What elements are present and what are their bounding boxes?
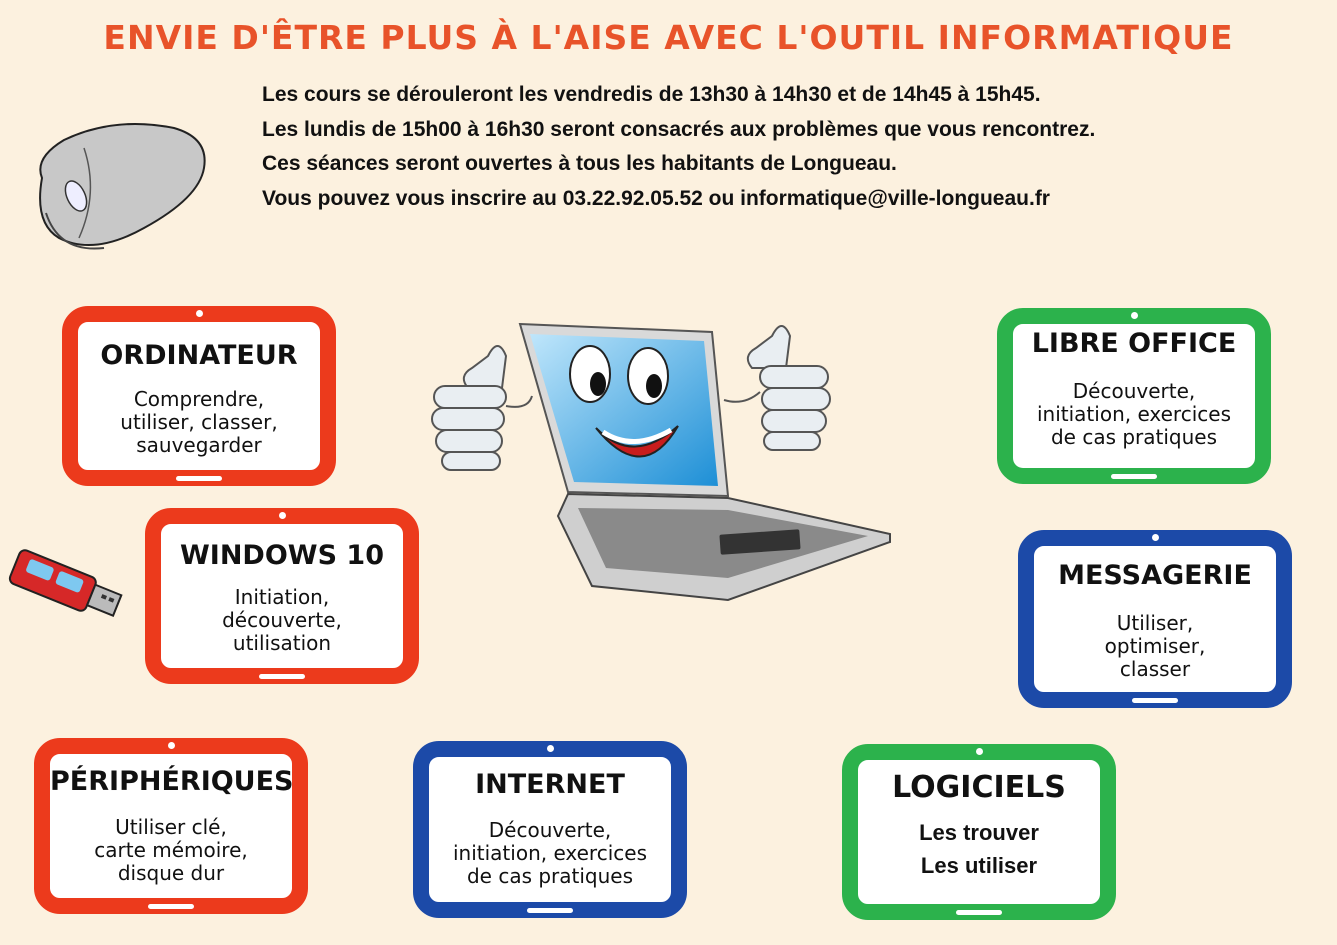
card-body	[50, 816, 292, 885]
card-line: Utiliser,	[1116, 611, 1194, 635]
card-body	[858, 816, 1100, 882]
card-camera-dot	[168, 742, 175, 749]
card-bottom-bar	[148, 904, 194, 909]
card-line: Les utiliser	[920, 853, 1038, 878]
card-camera-dot	[1152, 534, 1159, 541]
card-body	[1013, 380, 1255, 449]
intro-line: Les lundis de 15h00 à 16h30 seront consacrés aux problèmes que vous rencontrez.	[262, 117, 1096, 141]
intro-line: Les cours se dérouleront les vendredis de 13h30 à 14h30 et de 14h45 à 15h45.	[262, 83, 1041, 106]
intro-text	[262, 78, 1262, 216]
card-line: utiliser, classer,	[120, 410, 278, 434]
intro-line: Vous pouvez vous inscrire au 03.22.92.05.52 ou informatique@ville-longueau.fr	[262, 186, 1050, 210]
card-windows-10	[145, 508, 419, 684]
card-title: INTERNET	[475, 769, 625, 800]
card-line: initiation, exercices	[1036, 402, 1231, 426]
card-bottom-bar	[259, 674, 305, 679]
card-line: optimiser,	[1104, 634, 1206, 658]
card-bottom-bar	[176, 476, 222, 481]
card-line: carte mémoire,	[94, 838, 248, 862]
card-title: WINDOWS 10	[180, 540, 384, 571]
card-libre-office	[997, 308, 1271, 484]
card-title: LIBRE OFFICE	[1031, 328, 1237, 359]
poster-title: ENVIE D'ÊTRE PLUS À L'AISE AVEC L'OUTIL INFORMATIQUE	[103, 18, 1234, 57]
card-line: découverte,	[222, 608, 342, 632]
card-body	[429, 819, 671, 888]
card-line: classer	[1119, 657, 1191, 681]
card-logiciels	[842, 744, 1116, 920]
card-camera-dot	[1131, 312, 1138, 319]
card-line: Utiliser clé,	[115, 815, 227, 839]
card-line: initiation, exercices	[452, 841, 647, 865]
mouse-illustration	[24, 118, 214, 258]
card-title: LOGICIELS	[892, 770, 1066, 805]
usb-key-illustration	[6, 548, 126, 628]
card-camera-dot	[547, 745, 554, 752]
card-line: Découverte,	[1072, 379, 1196, 403]
card-internet	[413, 741, 687, 918]
card-camera-dot	[976, 748, 983, 755]
card-line: disque dur	[117, 861, 225, 885]
card-line: Comprendre,	[133, 387, 265, 411]
card-camera-dot	[196, 310, 203, 317]
card-body	[161, 586, 403, 655]
card-line: Découverte,	[488, 818, 612, 842]
intro-line: Ces séances seront ouvertes à tous les habitants de Longueau.	[262, 152, 897, 175]
card-peripheriques	[34, 738, 308, 914]
card-camera-dot	[279, 512, 286, 519]
card-bottom-bar	[956, 910, 1002, 915]
card-line: de cas pratiques	[1050, 425, 1218, 449]
card-bottom-bar	[1111, 474, 1157, 479]
card-title: ORDINATEUR	[100, 340, 298, 371]
card-line: utilisation	[232, 631, 332, 655]
card-bottom-bar	[1132, 698, 1178, 703]
card-bottom-bar	[527, 908, 573, 913]
card-line: de cas pratiques	[466, 864, 634, 888]
card-line: sauvegarder	[136, 433, 262, 457]
card-title: MESSAGERIE	[1058, 560, 1252, 591]
card-line: Les trouver	[919, 820, 1039, 845]
card-body	[78, 388, 320, 457]
card-messagerie	[1018, 530, 1292, 708]
laptop-mascot-illustration	[428, 316, 892, 602]
card-title: PÉRIPHÉRIQUES	[50, 766, 294, 797]
card-ordinateur	[62, 306, 336, 486]
card-body	[1034, 612, 1276, 681]
card-line: Initiation,	[234, 585, 330, 609]
